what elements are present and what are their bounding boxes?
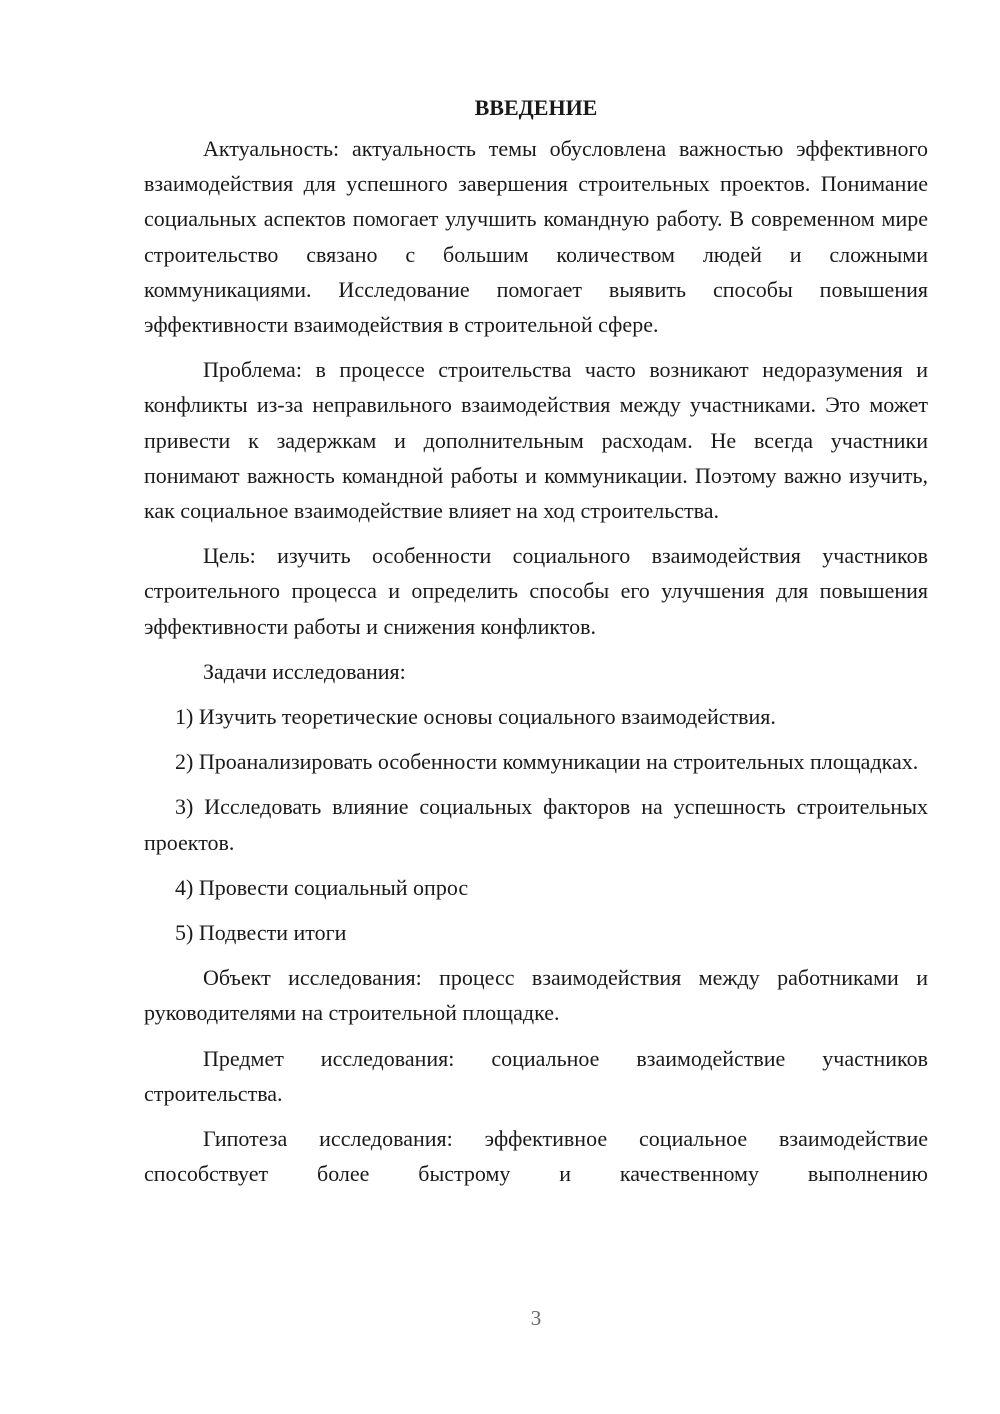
task-item-3: 3) Исследовать влияние социальных факторов на успешность строительных проектов. [144,794,928,855]
task-item-5: 5) Подвести итоги [175,920,347,946]
paragraph-hypothesis: Гипотеза исследования: эффективное социальное взаимодействие способствует более быстрому и качественному выполнению [144,1126,928,1187]
tasks-title: Задачи исследования: [203,658,406,684]
task-item-1: 1) Изучить теоретические основы социального взаимодействия. [175,704,776,730]
page-number: 3 [530,1306,542,1330]
paragraph-relevance: Актуальность: актуальность темы обусловлена важностью эффективного взаимодействия для успешного завершения строительных проектов. Понимание социальных аспектов помогает улучшить командную работу. В современном мире строительство связано с большим количеством людей и сложными коммуникациями. Исследование помогает выявить способы повышения эффективности взаимодействия в строительной сфере. [144,136,928,338]
paragraph-object: Объект исследования: процесс взаимодействия между работниками и руководителями на строительной площадке. [144,965,928,1026]
document-page [144,90,928,1201]
task-item-2: 2) Проанализировать особенности коммуникации на строительных площадках. [175,749,919,775]
section-heading: ВВЕДЕНИЕ [474,95,598,120]
task-item-4: 4) Провести социальный опрос [175,874,469,900]
paragraph-problem: Проблема: в процессе строительства часто возникают недоразумения и конфликты из-за неправильного взаимодействия между участниками. Это может привести к задержкам и дополнительным расходам. Не всегда участники понимают важность командной работы и коммуникации. Поэтому важно изучить, как социальное взаимодействие влияет на ход строительства. [144,357,928,524]
paragraph-goal: Цель: изучить особенности социального взаимодействия участников строительного процесса и определить способы его улучшения для повышения эффективности работы и снижения конфликтов. [144,543,928,639]
paragraph-subject: Предмет исследования: социальное взаимодействие участников строительства. [144,1045,928,1106]
